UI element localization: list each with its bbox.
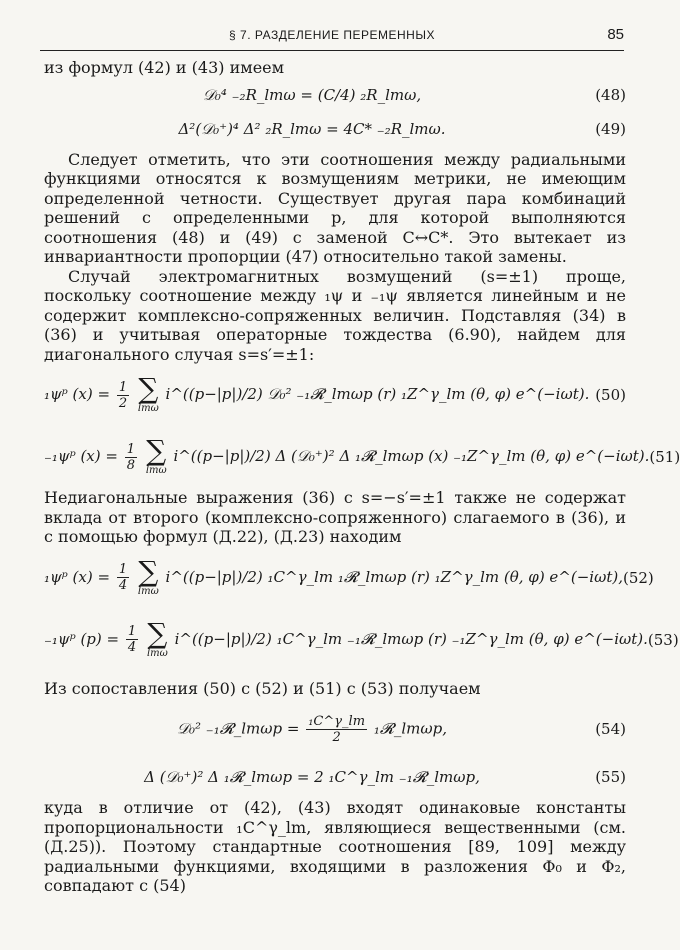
equation-51-number: (51) xyxy=(649,448,680,466)
equation-51-lhs: ₋₁ψᵖ (x) = xyxy=(44,447,118,465)
equation-53 xyxy=(44,609,679,671)
running-header xyxy=(40,22,624,51)
equation-52-sum: ∑ lmω xyxy=(137,554,159,597)
equation-49-math: Δ²(𝒟₀⁺)⁴ Δ² ₂R_lmω = 4C* ₋₂R_lmω. xyxy=(178,119,446,138)
equation-49 xyxy=(44,112,626,146)
equation-53-sum: ∑ lmω xyxy=(146,616,168,659)
equation-51-fraction: $\frac{1}{8}$ xyxy=(126,441,136,473)
equation-51-rhs: i^((p−|p|)/2) Δ (𝒟₀⁺)² Δ ₁𝓡_lmωp (x) ₋₁Z^γ_lm (θ, φ) e^(−iωt). xyxy=(173,447,650,465)
equation-55-math: Δ (𝒟₀⁺)² Δ ₁𝓡_lmωp = 2 ₁C^γ_lm ₋₁𝓡_lmωp, xyxy=(144,768,480,786)
paragraph-2: Случай электромагнитных возмущений (s=±1) проще, поскольку соотношение между ₁ψ и ₋₁ψ является линейным и не содержит комплексно-сопряженных величин. Подставляя (34) в (36) и учитывая операторные тождества (6.90), найдем для диагонального случая s=s′=±1: xyxy=(44,266,626,364)
equation-55 xyxy=(44,760,626,794)
equation-53-fraction: $\frac{1}{4}$ xyxy=(127,624,137,655)
equation-54 xyxy=(44,698,626,760)
equation-53-rhs: i^((p−|p|)/2) ₁C^γ_lm ₋₁𝓡_lmωp (r) ₋₁Z^γ_lm (θ, φ) e^(−iωt). xyxy=(174,629,648,648)
equation-48 xyxy=(44,78,626,112)
equation-50-fraction: $\frac{1}{2}$ xyxy=(118,379,128,411)
equation-48-number: (48) xyxy=(595,85,626,104)
equation-50-lhs: ₁ψᵖ (x) = xyxy=(44,385,111,403)
paragraph-1: Следует отметить, что эти соотношения между радиальными функциями относятся к возмущениям метрики, не имеющим определенной четности. Существует другая пара комбинаций решений с определенными p, для которой выполняются соотношения (48) и (49) с заменой C↔C*. Это вытекает из инвариантности пропорции (47) относительно такой замены. xyxy=(44,149,626,266)
equation-50 xyxy=(44,364,626,426)
equation-52-fraction: $\frac{1}{4}$ xyxy=(118,562,128,593)
equation-52-lhs: ₁ψᵖ (x) = xyxy=(44,567,111,586)
equation-55-number: (55) xyxy=(595,768,626,786)
section-title: § 7. РАЗДЕЛЕНИЕ ПЕРЕМЕННЫХ xyxy=(229,28,435,42)
equation-50-rhs: i^((p−|p|)/2) 𝒟₀² ₋₁𝓡_lmωp (r) ₁Z^γ_lm (θ, φ) e^(−iωt). xyxy=(165,385,590,403)
equation-52-rhs: i^((p−|p|)/2) ₁C^γ_lm ₁𝓡_lmωp (r) ₁Z^γ_lm (θ, φ) e^(−iωt), xyxy=(165,567,623,586)
equation-49-number: (49) xyxy=(595,119,626,138)
equation-51-sum: ∑ lmω xyxy=(145,434,167,476)
intro-line: из формул (42) и (43) имеем xyxy=(44,58,285,77)
equation-54-fraction: $\frac{\text{₁C\textasciicircum{}γ\_lm}}{2}$ xyxy=(308,713,366,745)
paragraph-4: Из сопоставления (50) с (52) и (51) с (53) получаем xyxy=(44,678,481,698)
equation-51 xyxy=(44,426,680,488)
equation-50-number: (50) xyxy=(595,386,626,404)
equation-53-lhs: ₋₁ψᵖ (p) = xyxy=(44,629,120,648)
page-body xyxy=(44,58,680,896)
paragraph-5: куда в отличие от (42), (43) входят одинаковые константы пропорциональности ₁C^γ_lm, являющиеся вещественными (см. (Д.25)). Поэтому стандартные соотношения [89, 109] между радиальными функциями, входящими в разложения Φ₀ и Φ₂, совпадают с (54) xyxy=(44,798,626,895)
equation-54-rhs: ₁𝓡_lmωp, xyxy=(373,719,447,737)
equation-52-number: (52) xyxy=(622,568,654,587)
equation-54-lhs: 𝒟₀² ₋₁𝓡_lmωp = xyxy=(177,719,300,737)
page-number: 85 xyxy=(607,26,624,43)
equation-54-number: (54) xyxy=(595,720,626,738)
equation-53-number: (53) xyxy=(647,630,679,649)
equation-48-math: 𝒟₀⁴ ₋₂R_lmω = (C/4) ₂R_lmω, xyxy=(202,85,422,104)
equation-50-sum: ∑ lmω xyxy=(137,372,159,414)
equation-52 xyxy=(44,547,654,609)
paragraph-3: Недиагональные выражения (36) с s=−s′=±1 также не содержат вклада от второго (комплексно-сопряженного) слагаемого в (36), и с помощью формул (Д.22), (Д.23) находим xyxy=(44,488,626,546)
